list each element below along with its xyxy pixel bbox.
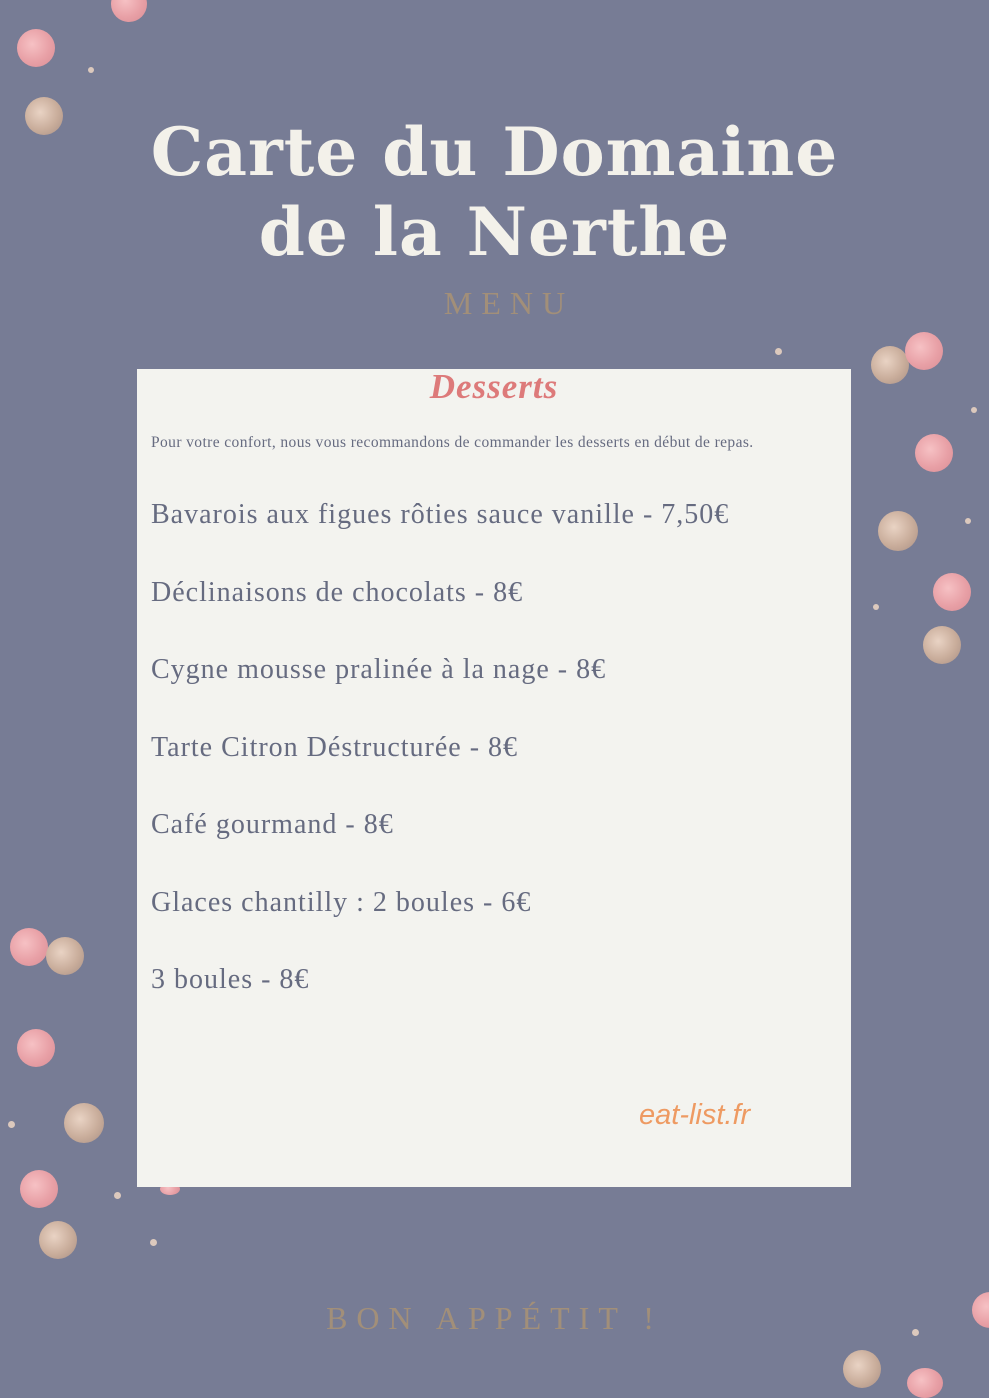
confetti-dot [10,928,48,966]
confetti-dot [17,1029,55,1067]
menu-item: Bavarois aux figues rôties sauce vanille - 7,50€ [151,499,730,530]
confetti-dot [923,626,961,664]
menu-item: Café gourmand - 8€ [151,809,394,840]
confetti-dot [88,67,94,73]
confetti-dot [64,1103,104,1143]
section-title-desserts: Desserts [429,367,559,406]
section-note: Pour votre confort, nous vous recommandons de commander les desserts en début de repas. [151,434,754,451]
confetti-dot [915,434,953,472]
confetti-dot [873,604,879,610]
page-title [0,112,989,272]
confetti-dot [933,573,971,611]
confetti-dot [111,0,147,22]
confetti-dot [39,1221,77,1259]
watermark-text: eat-list.fr [639,1099,751,1131]
confetti-dot [17,29,55,67]
confetti-dot [775,348,782,355]
menu-item: Tarte Citron Déstructurée - 8€ [151,731,519,763]
confetti-dot [20,1170,58,1208]
menu-card [137,369,851,1187]
confetti-dot [150,1239,157,1246]
footer-text: BON APPÉTIT ! [326,1300,663,1336]
menu-item: 3 boules - 8€ [151,964,310,995]
confetti-dot [871,346,909,384]
menu-item: Cygne mousse pralinée à la nage - 8€ [151,654,607,685]
confetti-dot [971,407,977,413]
menu-subtitle: MENU [443,285,575,321]
confetti-dot [843,1350,881,1388]
confetti-dot [907,1368,943,1398]
confetti-dot [8,1121,15,1128]
dessert-list [151,494,729,1037]
menu-item: Déclinaisons de chocolats - 8€ [151,576,524,608]
confetti-dot [114,1192,121,1199]
confetti-dot [46,937,84,975]
confetti-dot [905,332,943,370]
page-title-line-2: de la Nerthe [258,193,731,271]
page-title-line-1: Carte du Domaine [150,113,839,191]
menu-item: Glaces chantilly : 2 boules - 6€ [151,886,532,918]
confetti-dot [965,518,971,524]
confetti-dot [878,511,918,551]
